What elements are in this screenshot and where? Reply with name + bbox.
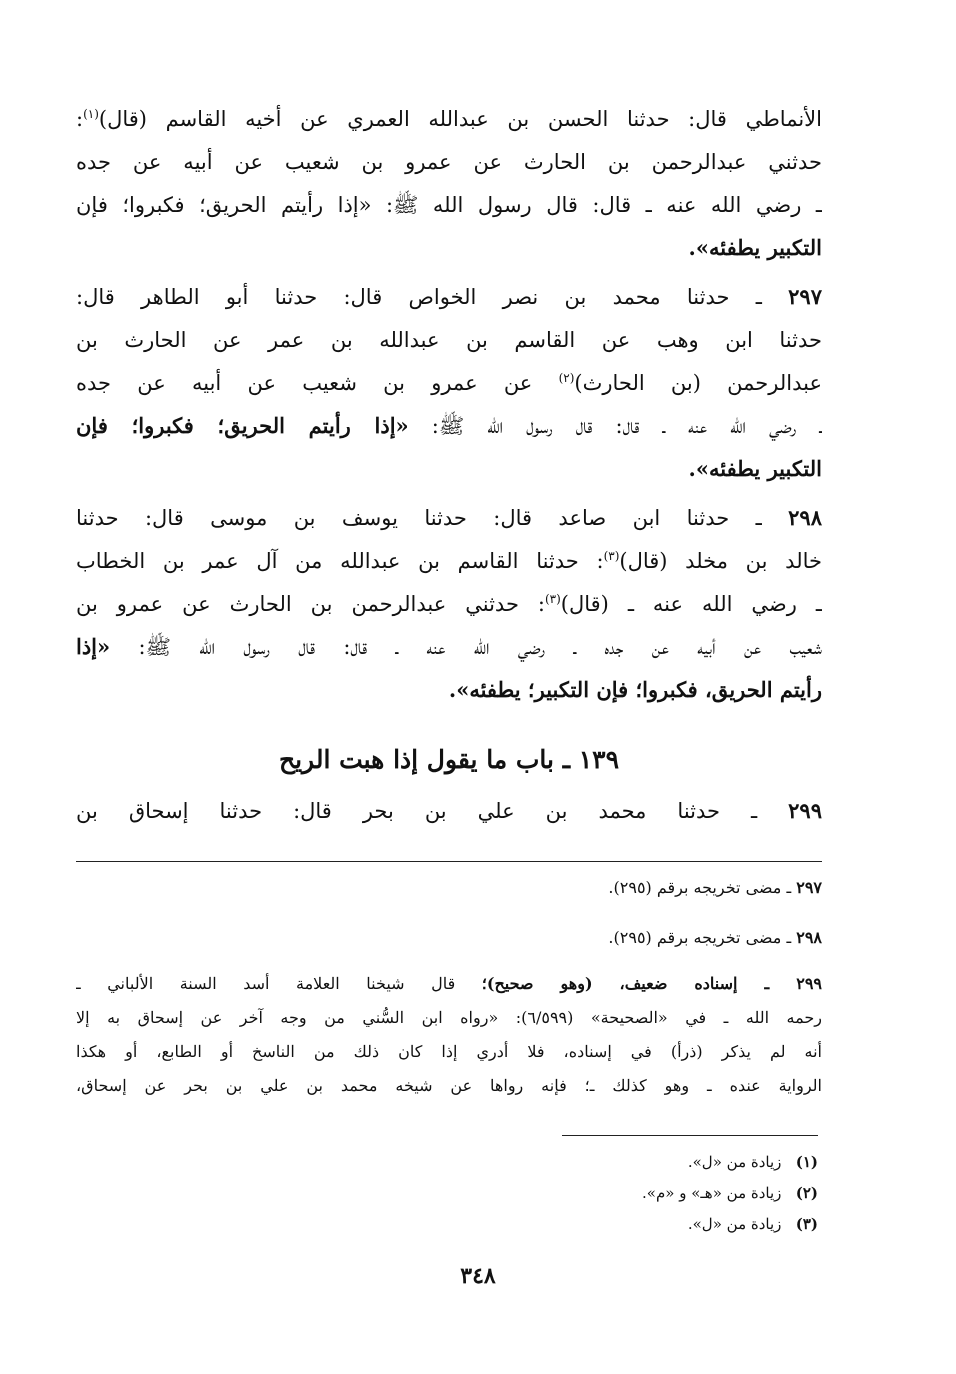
takhrij-299-line: أنه لم يذكر (ذرأ) في إسناده، فلا أدري إذا كان ذلك من الناسخ أو الطابع، أو هكذا (76, 1042, 822, 1061)
text-line: ـ رضي الله عنه ـ قال: قال رسول الله ﷺ: «إذا رأيتم الحريق؛ فكبروا؛ فإن (76, 413, 822, 438)
takhrij-299-line: رحمه الله ـ في «الصحيحة» (٦/٥٩٩): «رواه ابن السُّني من وجه آخر عن إسحاق به إلا (76, 1008, 822, 1027)
takhrij-298: ٢٩٨ ـ مضى تخريجه برقم (٢٩٥). (608, 928, 822, 947)
text-line: رأيتم الحريق، فكبروا؛ فإن التكبير؛ يطفئه». (448, 677, 822, 702)
section-divider (76, 861, 822, 862)
text-line: ٢٩٧ ـ حدثنا محمد بن نصر الخواص قال: حدثنا أبو الطاهر قال: (76, 284, 822, 309)
page-number: ٣٤٨ (460, 1263, 496, 1289)
chapter-heading: ١٣٩ ـ باب ما يقول إذا هبت الريح (278, 745, 620, 774)
text-line: ـ رضي الله عنه ـ قال: قال رسول الله ﷺ: «إذا رأيتم الحريق؛ فكبروا؛ فإن (76, 193, 822, 217)
text-line: الأنماطي قال: حدثنا الحسن بن عبدالله العمري عن أخيه القاسم (قال)$^{(١)}$: (76, 107, 822, 131)
text-line: ٢٩٩ ـ حدثنا محمد بن علي بن بحر قال: حدثنا إسحاق بن (76, 798, 822, 823)
text-line: ـ رضي الله عنه ـ (قال)$^{(٣)}$: حدثني عبدالرحمن بن الحارث عن عمرو بن (76, 592, 822, 616)
takhrij-297: ٢٩٧ ـ مضى تخريجه برقم (٢٩٥). (608, 878, 822, 897)
text-line: خالد بن مخلد (قال)$^{(٣)}$: حدثنا القاسم بن عبدالله من آل عمر بن الخطاب (76, 549, 822, 573)
takhrij-299: ٢٩٩ ـ إسناده ضعيف، (وهو صحيح)؛ قال شيخنا العلامة أسد السنة الألباني ـ (76, 974, 822, 993)
hadith-number: ٢٩٨ (788, 505, 822, 530)
text-line: حدثني عبدالرحمن بن الحارث عن عمرو بن شعيب عن أبيه عن جده (76, 150, 822, 174)
text-line: عبدالرحمن (بن الحارث)$^{(٢)}$ عن عمرو بن شعيب عن أبيه عن جده (76, 371, 822, 395)
takhrij-299-line: الرواية عنده ـ وهو كذلك ـ؛ فإنه رواها عن شيخه محمد بن علي بن بحر عن إسحاق، (76, 1076, 822, 1095)
text-line: حدثنا ابن وهب عن القاسم بن عبدالله بن عمر عن الحارث بن (76, 328, 822, 352)
hadith-number: ٢٩٧ (788, 284, 822, 309)
hadith-number: ٢٩٩ (788, 798, 822, 823)
footnote-divider (562, 1135, 818, 1136)
text-line: التكبير يطفئه». (688, 456, 822, 481)
text-line: التكبير يطفئه». (688, 235, 822, 260)
footnote-ref: (٢) (558, 371, 575, 385)
footnote-3: (٣) زيادة من «ل». (687, 1215, 818, 1233)
footnote-ref: (٣) (544, 592, 561, 606)
text-line: ٢٩٨ ـ حدثنا ابن صاعد قال: حدثنا يوسف بن موسى قال: حدثنا (76, 505, 822, 530)
footnote-2: (٢) زيادة من «هـ» و «م». (642, 1184, 818, 1202)
footnote-1: (١) زيادة من «ل». (687, 1153, 818, 1171)
text-line: شعيب عن أبيه عن جده ـ رضي الله عنه ـ قال: قال رسول الله ﷺ: «إذا (76, 634, 822, 659)
footnote-ref: (٣) (603, 549, 620, 563)
footnote-ref: (١) (83, 107, 99, 121)
